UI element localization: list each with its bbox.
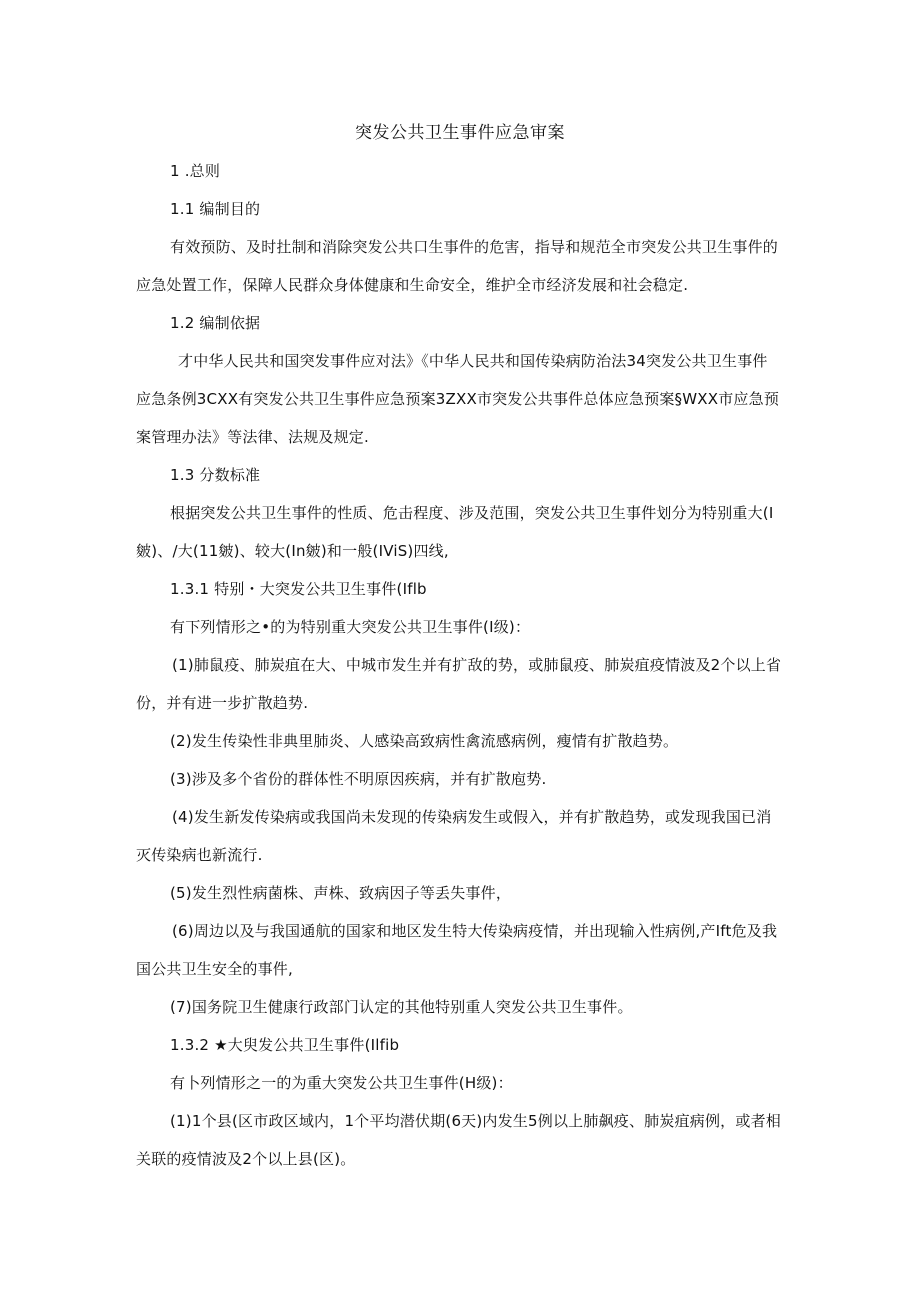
list-item-line: 关联的疫情波及2个以上县(区)。 <box>136 1150 356 1168</box>
section-heading-1-3: 1.3 分数标准 <box>170 466 261 484</box>
list-item-line: (6)周边以及与我国通航的国家和地区发生特大传染病疫情，并出现输入性病例,产Ift危及我 <box>172 922 778 940</box>
section-heading-1-2: 1.2 编制依据 <box>170 314 261 332</box>
list-item-line: (1)1个县(区市政区域内，1个平均潜伏期(6天)内发生5例以上肺飙疫、肺炭疽病例，或者相 <box>170 1112 781 1130</box>
paragraph-line: 有效预防、及时扗制和消除突发公共口生事件的危害，指导和规范全市突发公共卫生事件的 <box>170 238 779 256</box>
section-heading-1-3-2: 1.3.2 ★大臾发公共卫生事件(Ilfib <box>170 1036 400 1054</box>
list-item-line: 国公共卫生安全的事件, <box>136 960 293 978</box>
section-heading-1-3-1: 1.3.1 特别・大突发公共卫生事件(Iflb <box>170 580 427 598</box>
list-item-line: (7)国务院卫生健康行政部门认定的其他特别重人突发公共卫生事件。 <box>170 998 633 1016</box>
section-heading-1-1: 1.1 编制目的 <box>170 200 261 218</box>
list-item-line: 灭传染病也新流行. <box>136 846 263 864</box>
list-item-line: 份，并有进一步扩散趋势. <box>136 694 309 712</box>
paragraph-line: 应急条例3CXX有突发公共卫生事件应急预案3ZXX市突发公共事件总体应急预案§WXX市应急预 <box>136 390 780 408</box>
paragraph-line: 有卜列情形之一的为重大突发公共卫生事件(H级)： <box>170 1074 513 1092</box>
section-heading-1: 1 .总则 <box>170 162 221 180</box>
list-item-line: (3)涉及多个省份的群体性不明原因疾病，并有扩散庖势. <box>170 770 547 788</box>
paragraph-line: 案管理办法》等法律、法规及规定. <box>136 428 369 446</box>
paragraph-line: 应急处置工作，保障人民群众身体健康和生命安全，维护全市经济发展和社会稳定. <box>136 276 689 294</box>
list-item-line: (4)发生新发传染病或我国尚未发现的传染病发生或假入，并有扩散趋势，或发现我国已消 <box>172 808 772 826</box>
document-title: 突发公共卫生事件应急审案 <box>355 123 565 143</box>
list-item-line: (5)发生烈性病菌株、声株、致病因子等丢失事件， <box>170 884 512 902</box>
paragraph-line: 根据突发公共卫生事件的性质、危击程度、涉及范围，突发公共卫生事件划分为特别重大(I <box>170 504 774 522</box>
list-item-line: (2)发生传染性非典里肺炎、人感染高致病性禽流感病例，瘦情有扩散趋势。 <box>170 732 679 750</box>
list-item-line: (1)肺鼠疫、肺炭疽在大、中城市发生并有扩敌的势，或肺鼠疫、肺炭疽疫情波及2个以上省 <box>172 656 782 674</box>
paragraph-line: 有下列情形之•的为特别重大突发公共卫生事件(I级)： <box>170 618 531 636</box>
paragraph-line: 才中华人民共和国突发事件应对法》《中华人民共和国传染病防治法34突发公共卫生事件 <box>178 352 768 370</box>
paragraph-line: 皴)、/大(11皴)、较大(In皴)和一般(IViS)四线, <box>136 542 449 560</box>
